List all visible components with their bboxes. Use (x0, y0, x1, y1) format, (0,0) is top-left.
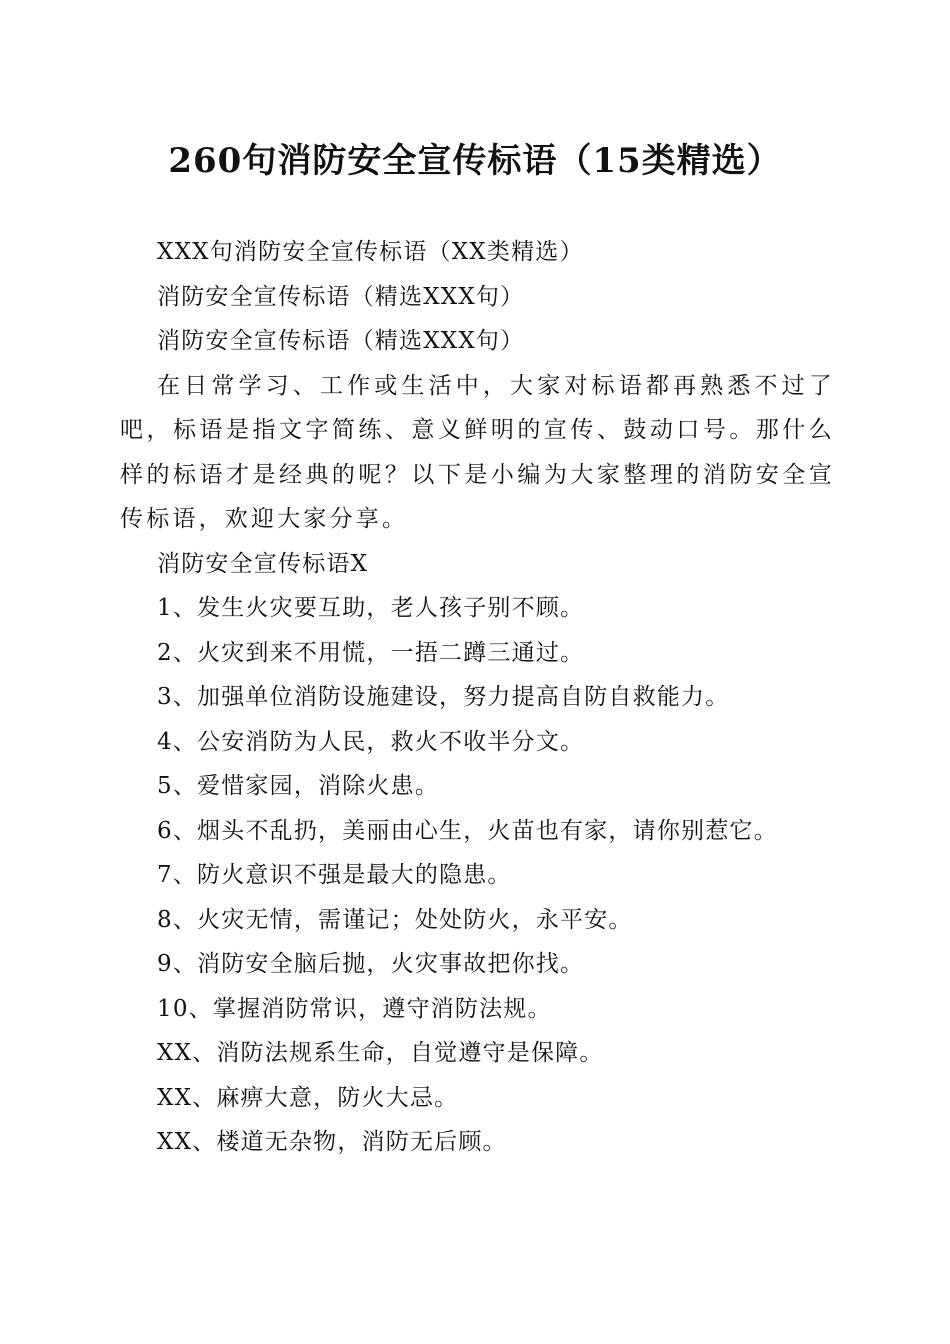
paragraph: 消防安全宣传标语（精选XXX句） (157, 283, 525, 310)
slogan-item: 3、加强单位消防设施建设，努力提高自防自救能力。 (157, 684, 730, 710)
document-title: 260句消防安全宣传标语（15类精选） (168, 141, 782, 181)
paragraph: 消防安全宣传标语（精选XXX句） (157, 328, 525, 354)
slogan-item: 8、火灾无情，需谨记；处处防火，永平安。 (157, 906, 633, 933)
slogan-item: 5、爱惜家园，消除火患。 (157, 773, 440, 799)
document-body (120, 230, 835, 1165)
slogan-item: XX、麻痹大意，防火大忌。 (157, 1084, 459, 1111)
slogan-item: 10、掌握消防常识，遵守消防法规。 (157, 995, 552, 1022)
slogan-item: 1、发生火灾要互助，老人孩子别不顾。 (157, 595, 585, 621)
slogan-item: 9、消防安全脑后抛，火灾事故把你找。 (157, 951, 585, 977)
slogan-item: 7、防火意识不强是最大的隐患。 (157, 862, 512, 888)
slogan-item: 4、公安消防为人民，救火不收半分文。 (157, 728, 585, 755)
intro-paragraph: 在日常学习、工作或生活中，大家对标语都再熟悉不过了吧，标语是指文字简练、意义鲜明的宣传、鼓动口号。那什么样的标语才是经典的呢？以下是小编为大家整理的消防安全宣传标语，欢迎大家分享。 (120, 372, 835, 532)
paragraph: XXX句消防安全宣传标语（XX类精选） (157, 239, 584, 265)
section-heading: 消防安全宣传标语X (157, 550, 369, 577)
slogan-item: XX、楼道无杂物，消防无后顾。 (157, 1129, 507, 1155)
slogan-item: XX、消防法规系生命，自觉遵守是保障。 (157, 1040, 604, 1066)
slogan-item: 6、烟头不乱扔，美丽由心生，火苗也有家，请你别惹它。 (157, 817, 778, 844)
slogan-item: 2、火灾到来不用慌，一捂二蹲三通过。 (157, 639, 585, 666)
